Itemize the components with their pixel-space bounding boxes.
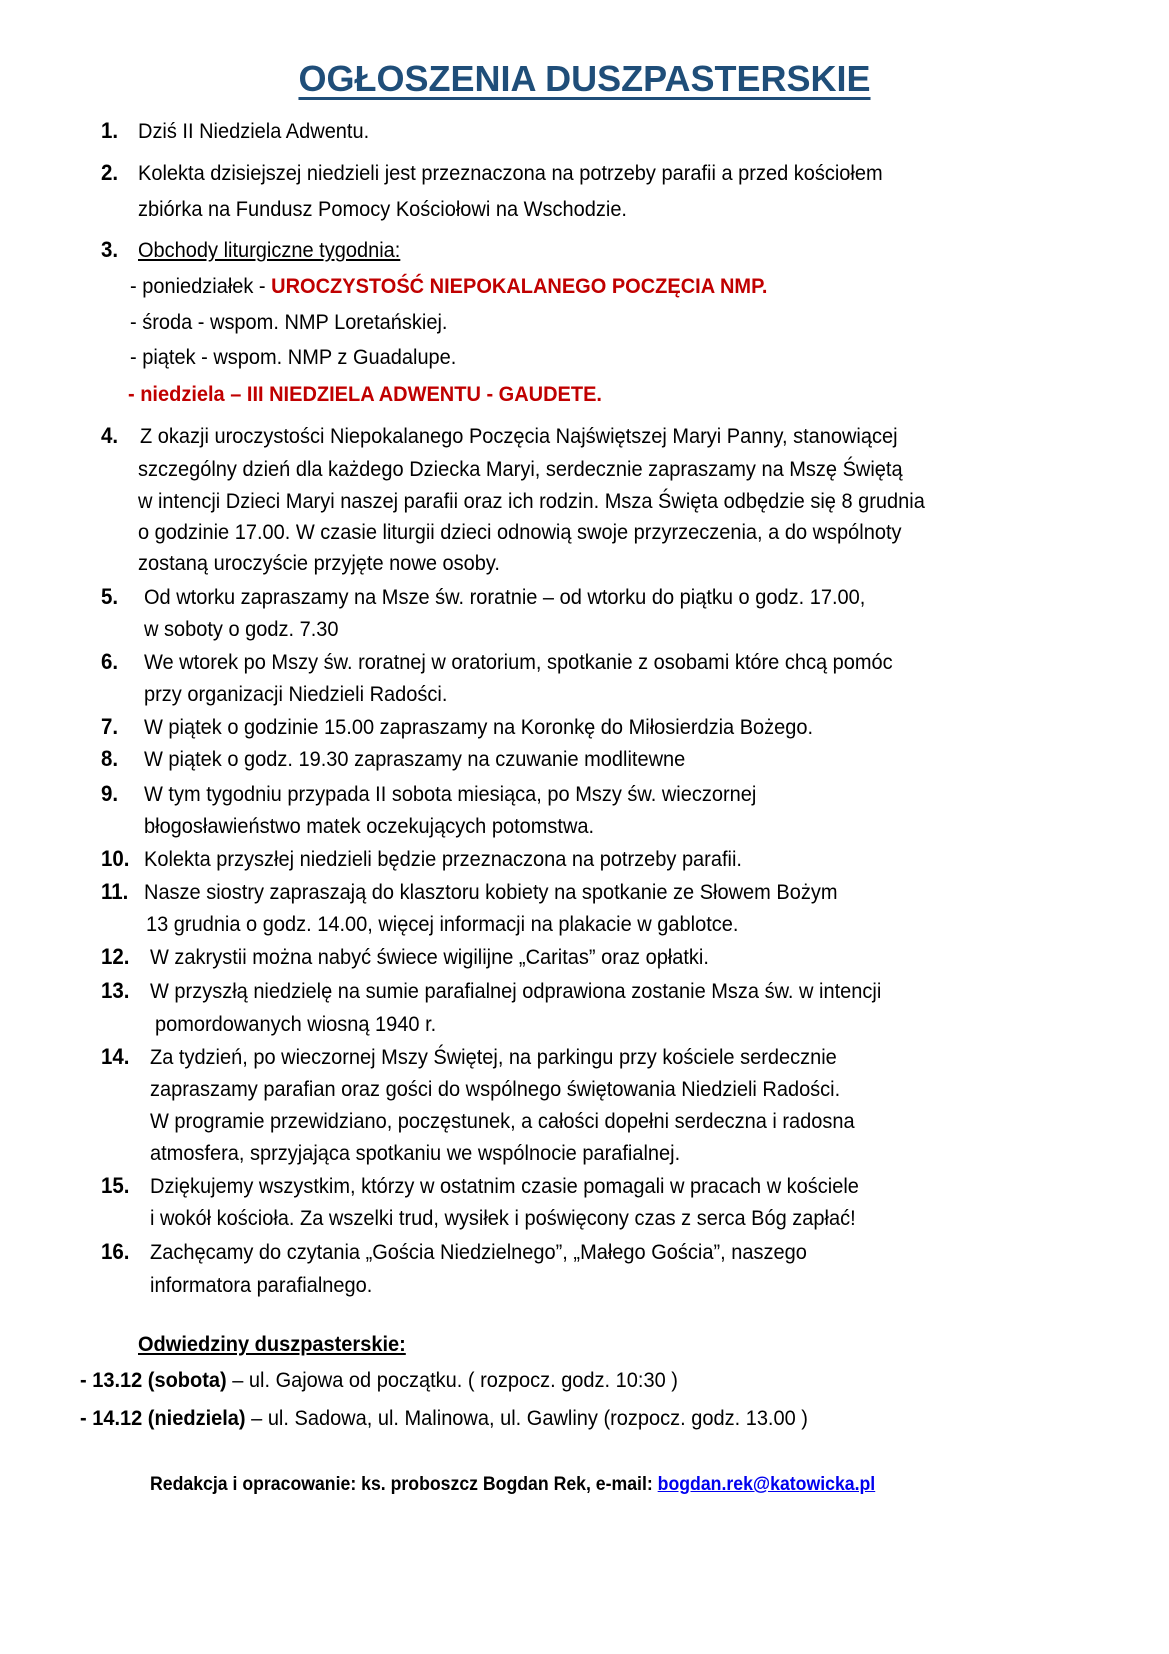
schedule-sunday: - niedziela – III NIEDZIELA ADWENTU - GAUDETE.: [128, 382, 602, 406]
item-number: 7.: [101, 714, 119, 739]
item-text: Od wtorku zapraszamy na Msze św. roratnie – od wtorku do piątku o godz. 17.00,: [144, 585, 866, 609]
item-text: przy organizacji Niedzieli Radości.: [144, 682, 448, 706]
item-text: Kolekta dzisiejszej niedzieli jest przeznaczona na potrzeby parafii a przed kościołem: [138, 161, 883, 185]
item-number: 14.: [101, 1044, 130, 1069]
item-text: Dziękujemy wszystkim, którzy w ostatnim czasie pomagali w pracach w kościele: [150, 1174, 859, 1198]
item-text: W przyszłą niedzielę na sumie parafialnej odprawiona zostanie Msza św. w intencji: [150, 979, 882, 1003]
item-number: 1.: [101, 118, 119, 143]
item-text: zostaną uroczyście przyjęte nowe osoby.: [138, 551, 500, 575]
visits-heading: Odwiedziny duszpasterskie:: [138, 1332, 406, 1356]
item-text: W piątek o godzinie 15.00 zapraszamy na Koronkę do Miłosierdzia Bożego.: [144, 715, 814, 739]
item-text: Kolekta przyszłej niedzieli będzie przeznaczona na potrzeby parafii.: [144, 847, 742, 871]
item-text: zbiórka na Fundusz Pomocy Kościołowi na Wschodzie.: [138, 197, 627, 221]
item-number: 11.: [101, 879, 129, 904]
item-number: 5.: [101, 584, 119, 609]
item-text: błogosławieństwo matek oczekujących potomstwa.: [144, 814, 595, 838]
item-number: 8.: [101, 746, 119, 771]
item-text: W piątek o godz. 19.30 zapraszamy na czuwanie modlitewne: [144, 747, 686, 771]
schedule-friday: - piątek - wspom. NMP z Guadalupe.: [130, 345, 457, 369]
visit-entry: - 14.12 (niedziela) – ul. Sadowa, ul. Malinowa, ul. Gawliny (rozpocz. godz. 13.00 ): [80, 1406, 808, 1430]
item-text: Z okazji uroczystości Niepokalanego Poczęcia Najświętszej Maryi Panny, stanowiącej: [140, 424, 898, 448]
footer: Redakcja i opracowanie: ks. proboszcz Bogdan Rek, e-mail: bogdan.rek@katowicka.pl: [150, 1474, 876, 1495]
item-text: 13 grudnia o godz. 14.00, więcej informacji na plakacie w gablotce.: [146, 912, 739, 936]
page-title: OGŁOSZENIA DUSZPASTERSKIE: [298, 58, 871, 99]
email-link[interactable]: bogdan.rek@katowicka.pl: [657, 1474, 876, 1495]
item-text: zapraszamy parafian oraz gości do wspólnego świętowania Niedzieli Radości.: [150, 1077, 841, 1101]
item-text: Za tydzień, po wieczornej Mszy Świętej, na parkingu przy kościele serdecznie: [150, 1045, 837, 1069]
item-number: 16.: [101, 1239, 130, 1264]
item-text: W zakrystii można nabyć świece wigilijne „Caritas” oraz opłatki.: [150, 945, 709, 969]
item-number: 10.: [101, 846, 130, 871]
item-text: o godzinie 17.00. W czasie liturgii dzieci odnowią swoje przyrzeczenia, a do wspólnoty: [138, 520, 902, 544]
item-text: We wtorek po Mszy św. roratnej w oratorium, spotkanie z osobami które chcą pomóc: [144, 650, 893, 674]
item-text: Zachęcamy do czytania „Gościa Niedzielnego”, „Małego Gościa”, naszego: [150, 1240, 807, 1264]
item-text: atmosfera, sprzyjająca spotkaniu we wspólnocie parafialnej.: [150, 1141, 681, 1165]
item-text: W tym tygodniu przypada II sobota miesiąca, po Mszy św. wieczornej: [144, 782, 757, 806]
schedule-wednesday: - środa - wspom. NMP Loretańskiej.: [130, 310, 448, 334]
item-text: szczególny dzień dla każdego Dziecka Maryi, serdecznie zapraszamy na Mszę Świętą: [138, 457, 903, 481]
section-heading-liturgy: Obchody liturgiczne tygodnia:: [138, 238, 401, 262]
item-text: Nasze siostry zapraszają do klasztoru kobiety na spotkanie ze Słowem Bożym: [144, 880, 838, 904]
item-number: 2.: [101, 160, 119, 185]
item-text: i wokół kościoła. Za wszelki trud, wysiłek i poświęcony czas z serca Bóg zapłać!: [150, 1206, 856, 1230]
item-number: 3.: [101, 237, 119, 262]
item-number: 15.: [101, 1173, 130, 1198]
item-number: 6.: [101, 649, 119, 674]
visit-entry: - 13.12 (sobota) – ul. Gajowa od początku. ( rozpocz. godz. 10:30 ): [80, 1368, 678, 1392]
item-text: informatora parafialnego.: [150, 1273, 373, 1297]
item-text: Dziś II Niedziela Adwentu.: [138, 119, 370, 143]
item-number: 13.: [101, 978, 130, 1003]
item-text: pomordowanych wiosną 1940 r.: [155, 1012, 437, 1036]
item-number: 12.: [101, 944, 130, 969]
item-text: w soboty o godz. 7.30: [144, 617, 339, 641]
item-number: 9.: [101, 781, 119, 806]
schedule-monday: - poniedziałek - UROCZYSTOŚĆ NIEPOKALANEGO POCZĘCIA NMP.: [130, 274, 768, 298]
item-text: w intencji Dzieci Maryi naszej parafii oraz ich rodzin. Msza Święta odbędzie się 8 grudnia: [138, 489, 925, 513]
item-text: W programie przewidziano, poczęstunek, a całości dopełni serdeczna i radosna: [150, 1109, 855, 1133]
item-number: 4.: [101, 423, 119, 448]
